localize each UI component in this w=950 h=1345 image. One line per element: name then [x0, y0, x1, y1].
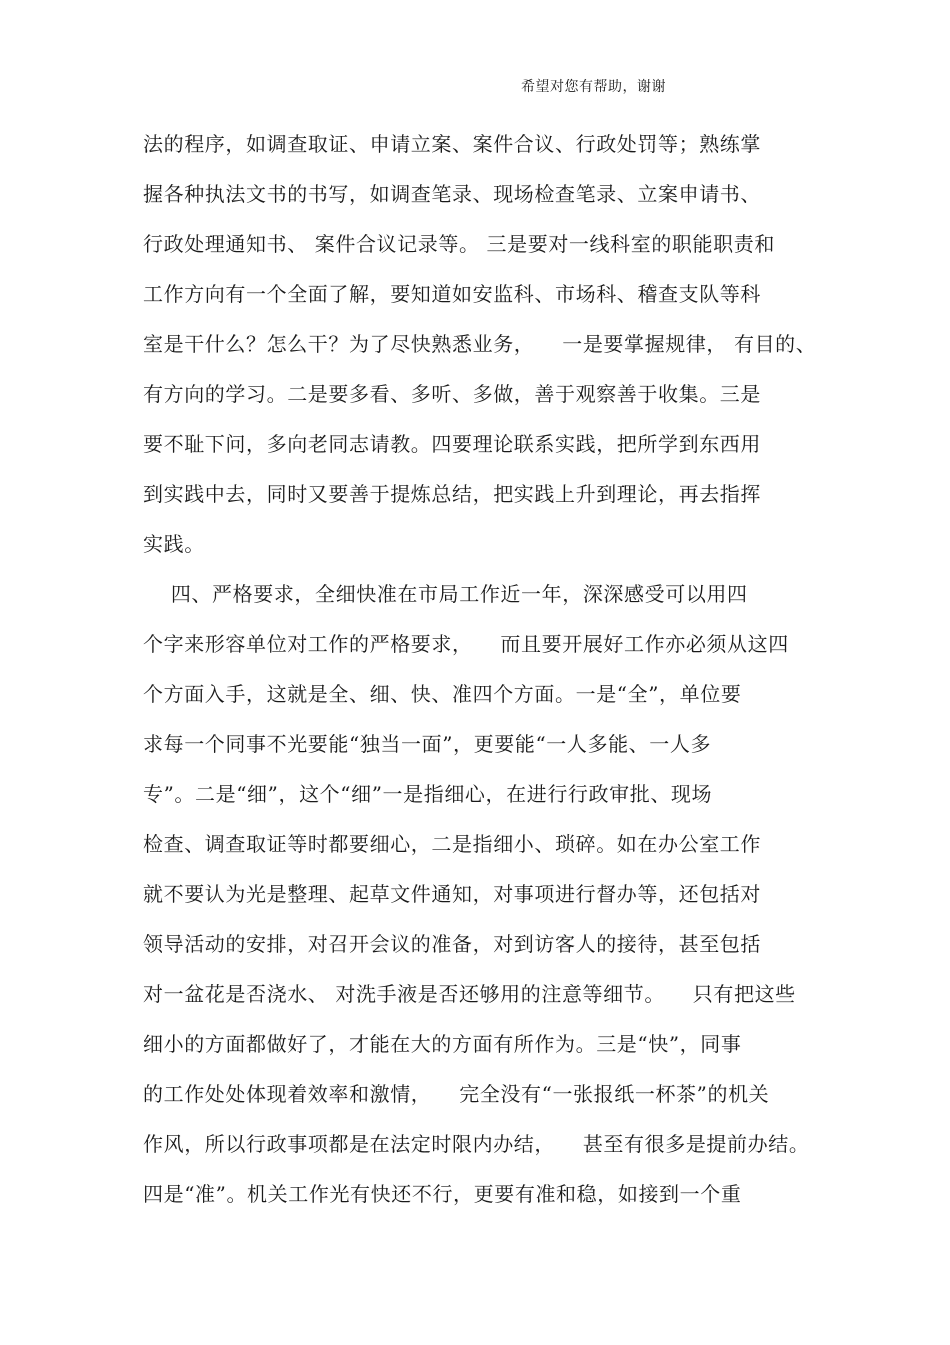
text-line: 握各种执法文书的书写，如调查笔录、现场检查笔录、立案申请书、 [143, 182, 761, 206]
text-line: 就不要认为光是整理、起草文件通知，对事项进行督办等，还包括对 [143, 882, 761, 906]
text-line: 领导活动的安排，对召开会议的准备，对到访客人的接待，甚至包括 [143, 932, 761, 956]
text-line: 法的程序，如调查取证、申请立案、案件合议、行政处罚等；熟练掌 [143, 132, 761, 156]
text-line: 实践。 [143, 532, 205, 556]
text-line: 细小的方面都做好了，才能在大的方面有所作为。三是“快”，同事 [143, 1032, 742, 1056]
text-line: 求每一个同事不光要能“独当一面”，更要能“一人多能、一人多 [143, 732, 712, 756]
text-line: 行政处理通知书、 案件合议记录等。 三是要对一线科室的职能职责和 [143, 232, 775, 256]
document-body [143, 126, 843, 1226]
text-line: 个字来形容单位对工作的严格要求， 而且要开展好工作亦必须从这四 [143, 632, 789, 656]
text-line: 四、严格要求，全细快准在市局工作近一年，深深感受可以用四 [143, 582, 748, 606]
text-line: 四是“准”。机关工作光有快还不行，更要有准和稳，如接到一个重 [143, 1182, 742, 1206]
text-line: 工作方向有一个全面了解，要知道如安监科、市场科、稽查支队等科 [143, 282, 761, 306]
text-line: 专”。二是“细”，这个“细”一是指细心，在进行行政审批、现场 [143, 782, 713, 806]
text-line: 要不耻下问，多向老同志请教。四要理论联系实践，把所学到东西用 [143, 432, 761, 456]
text-line: 的工作处处体现着效率和激情， 完全没有“一张报纸一杯茶”的机关 [143, 1082, 770, 1106]
text-line: 有方向的学习。二是要多看、多听、多做，善于观察善于收集。三是 [143, 382, 761, 406]
text-line: 室是干什么？怎么干？为了尽快熟悉业务， 一是要掌握规律， 有目的、 [143, 332, 817, 356]
text-line: 对一盆花是否浇水、 对洗手液是否还够用的注意等细节。 只有把这些 [143, 982, 796, 1006]
text-line: 到实践中去，同时又要善于提炼总结，把实践上升到理论，再去指挥 [143, 482, 761, 506]
header-note: 希望对您有帮助，谢谢 [521, 79, 666, 95]
text-line: 检查、调查取证等时都要细心，二是指细小、琐碎。如在办公室工作 [143, 832, 761, 856]
text-line: 作风，所以行政事项都是在法定时限内办结， 甚至有很多是提前办结。 [143, 1132, 810, 1156]
text-line: 个方面入手，这就是全、细、快、准四个方面。一是“全”，单位要 [143, 682, 742, 706]
